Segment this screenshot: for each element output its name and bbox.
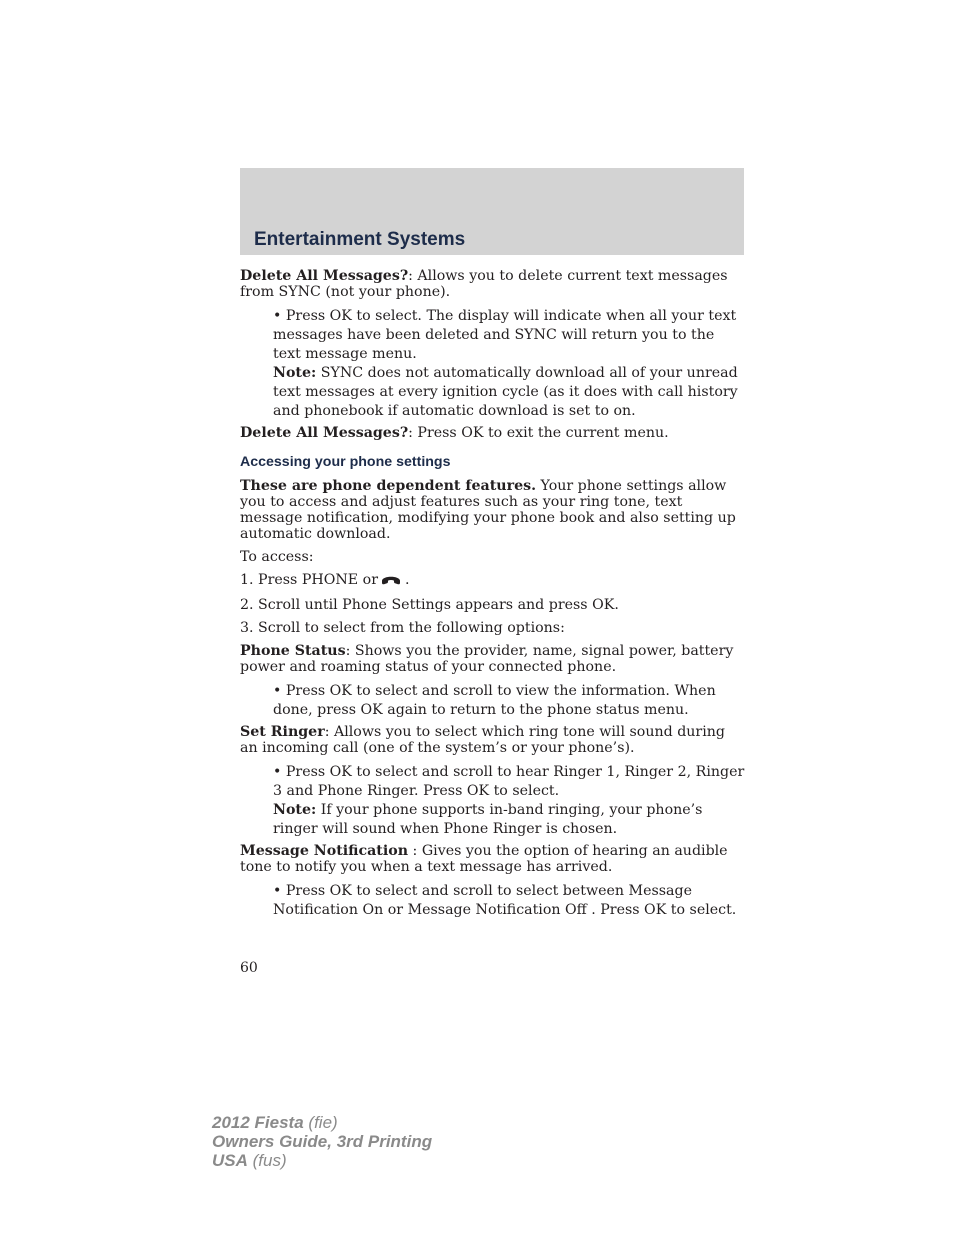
bullet-delete-select: • Press OK to select. The display will indicate when all your text messages have been deleted and SYNC will return you to the text message menu.	[273, 308, 737, 362]
term-phone-status: Phone Status	[240, 643, 346, 659]
section-title: Entertainment Systems	[254, 229, 466, 250]
paragraph-phone-features: These are phone dependent features. Your phone settings allow you to access and adjust features such as your ring tone, text message notification, modifying your phone book and also setting up automatic download.	[240, 478, 736, 542]
step-1: 1. Press PHONE or .	[240, 572, 410, 588]
subheading-phone-settings: Accessing your phone settings	[240, 454, 451, 470]
note-label: Note:	[273, 365, 317, 381]
paragraph-phone-status: Phone Status: Shows you the provider, name, signal power, battery power and roaming status of your connected phone.	[240, 643, 734, 675]
term-delete-all-messages: Delete All Messages?	[240, 425, 409, 441]
bullet-set-ringer: • Press OK to select and scroll to hear Ringer 1, Ringer 2, Ringer 3 and Phone Ringer. Press OK to select.	[273, 764, 745, 799]
term-phone-features: These are phone dependent features.	[240, 478, 537, 494]
section-header-band	[240, 168, 744, 255]
term-delete-all-messages: Delete All Messages?	[240, 268, 409, 284]
paragraph-delete-all-exit: Delete All Messages?: Press OK to exit the current menu.	[240, 425, 669, 441]
note-sync-download: Note: SYNC does not automatically download all of your unread text messages at every ignition cycle (as it does with call history and phonebook if automatic download is set to on.	[273, 365, 738, 419]
footer-line-region: USA (fus)	[212, 1151, 287, 1170]
paragraph-set-ringer: Set Ringer: Allows you to select which ring tone will sound during an incoming call (one of the system’s or your phone’s).	[240, 724, 725, 756]
paragraph-to-access: To access:	[240, 549, 314, 565]
paragraph-message-notification: Message Notification : Gives you the option of hearing an audible tone to notify you when a text message has arrived.	[240, 843, 728, 875]
step-2: 2. Scroll until Phone Settings appears and press OK.	[240, 597, 619, 613]
paragraph-delete-all-messages: Delete All Messages?: Allows you to delete current text messages from SYNC (not your phone).	[240, 268, 728, 300]
page-number: 60	[240, 960, 258, 976]
step-3: 3. Scroll to select from the following options:	[240, 620, 565, 636]
document-footer	[212, 1113, 432, 1170]
term-set-ringer: Set Ringer	[240, 724, 325, 740]
bullet-phone-status: • Press OK to select and scroll to view the information. When done, press OK again to return to the phone status menu.	[273, 683, 716, 718]
note-label: Note:	[273, 802, 317, 818]
note-in-band-ringing: Note: If your phone supports in-band ringing, your phone’s ringer will sound when Phone Ringer is chosen.	[273, 802, 703, 837]
term-message-notification: Message Notification	[240, 843, 409, 859]
phone-handset-icon	[381, 574, 401, 590]
footer-line-guide: Owners Guide, 3rd Printing	[212, 1132, 433, 1151]
bullet-message-notification: • Press OK to select and scroll to select between Message Notification On or Message Notification Off . Press OK to select.	[273, 883, 737, 918]
footer-line-model: 2012 Fiesta (fie)	[212, 1113, 338, 1132]
page-content	[240, 268, 745, 923]
